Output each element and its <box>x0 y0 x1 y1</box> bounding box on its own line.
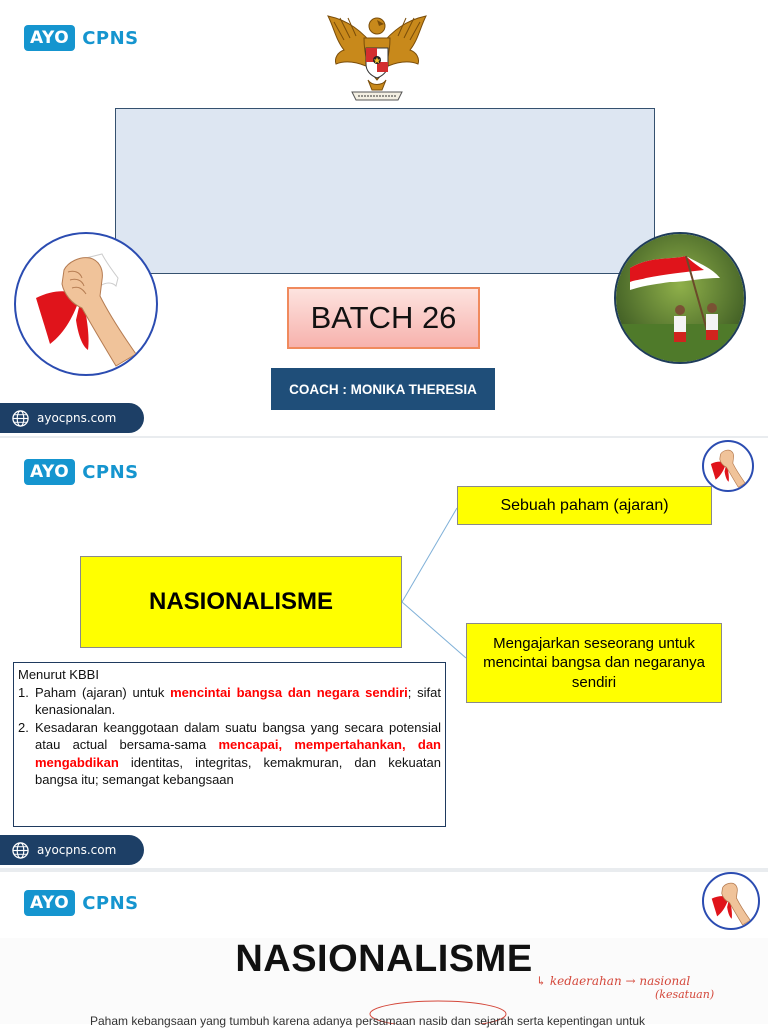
main-concept-text: NASIONALISME <box>148 588 333 615</box>
kbbi-item-1-highlight: mencintai bangsa dan negara sendiri <box>170 684 408 700</box>
footer-url: ayocpns.com <box>37 411 117 425</box>
slide-3-title: NASIONALISME <box>235 938 533 980</box>
kbbi-item-1-number: 1. <box>18 684 29 700</box>
kbbi-item-2-number: 2. <box>18 719 29 735</box>
handwritten-note-2: (kesatuan) <box>655 988 715 1001</box>
batch-text: BATCH 26 <box>310 300 457 335</box>
brand-ayo: AYO <box>24 459 75 485</box>
footer-url: ayocpns.com <box>37 843 117 857</box>
handwritten-note-1: ↳ kedaerahan → nasional <box>536 974 691 988</box>
kbbi-item-1-text: Paham (ajaran) untuk mencintai bangsa dan negara sendiri; sifat kenasionalan. <box>35 684 441 717</box>
brand-cpns: CPNS <box>82 27 139 49</box>
branch-b-text: Mengajarkan seseorang untuk mencintai bangsa dan negaranya sendiri <box>483 634 705 691</box>
brand-cpns: CPNS <box>82 892 139 914</box>
kbbi-item-2-text: Kesadaran keanggotaan dalam suatu bangsa yang secara potensial atau actual bersama-sama mencapai, mempertahankan, dan mengabdikan identitas, integritas, kemakmuran, dan kekuatan bangsa itu; semangat kebangsaan <box>35 719 441 787</box>
kbbi-heading: Menurut KBBI <box>18 667 99 682</box>
brand-ayo: AYO <box>24 25 75 51</box>
coach-text: COACH : MONIKA THERESIA <box>289 381 477 397</box>
brand-cpns: CPNS <box>82 461 139 483</box>
kbbi-item-2-highlight: mencapai, mempertahankan, dan mengabdikan <box>35 737 441 770</box>
brand-ayo: AYO <box>24 890 75 916</box>
slide-3-body-text: Paham kebangsaan yang tumbuh karena adanya persamaan nasib dan sejarah serta kepentingan untuk <box>90 1014 646 1028</box>
branch-a-text: Sebuah paham (ajaran) <box>500 496 669 514</box>
